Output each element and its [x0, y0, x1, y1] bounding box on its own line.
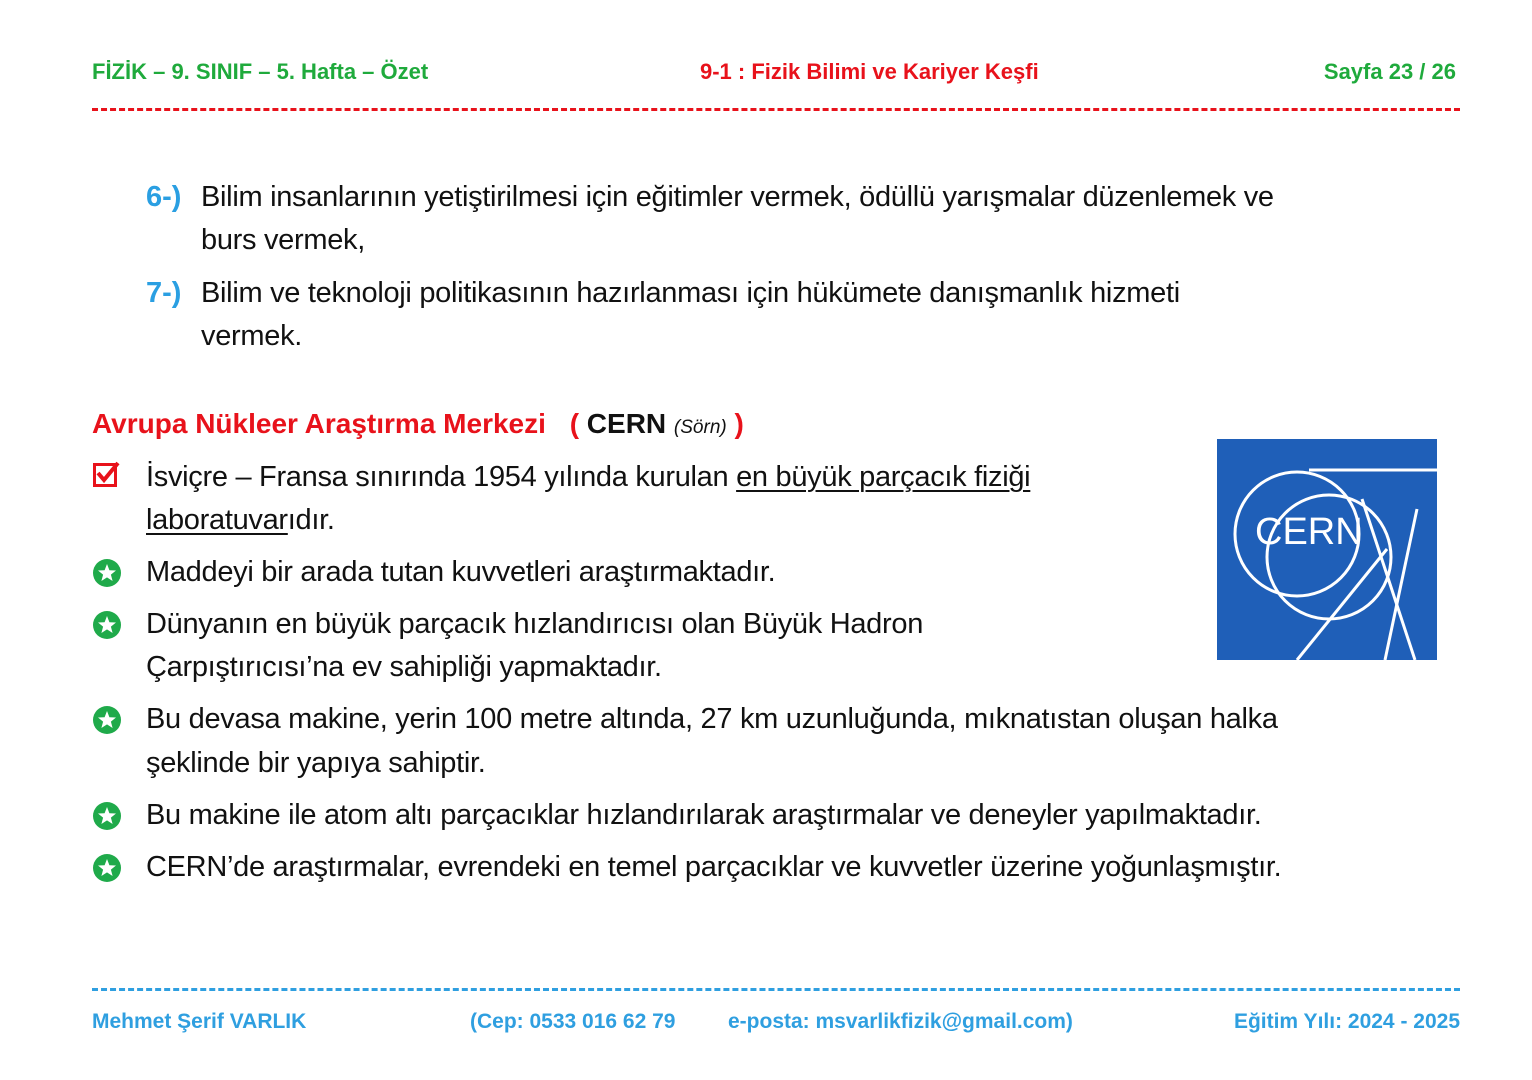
item-text: Bilim ve teknoloji politikasının hazırlanması için hükümete danışmanlık hizmeti [201, 277, 1180, 309]
check-item-line2 [146, 504, 335, 537]
item-text: vermek. [201, 320, 303, 352]
item-number: 7-) [146, 277, 182, 309]
item-text: burs vermek, [201, 224, 365, 256]
section-pronunciation: (Sörn) [673, 417, 727, 438]
header-topic: 9-1 : Fizik Bilimi ve Kariyer Keşfi [700, 59, 1039, 84]
footer-year: Eğitim Yılı: 2024 - 2025 [1233, 1010, 1460, 1033]
header-divider [92, 108, 1460, 111]
header-page-number: Sayfa 23 / 26 [1323, 59, 1456, 84]
paren-open: ( [569, 408, 580, 439]
section-title: Avrupa Nükleer Araştırma Merkezi [92, 408, 546, 439]
bullet-text: CERN’de araştırmalar, evrendeki en temel parçacıklar ve kuvvetler üzerine yoğunlaşmıştır. [146, 851, 1282, 883]
check-item-line1 [146, 461, 1030, 494]
footer-author: Mehmet Şerif VARLIK [92, 1010, 307, 1033]
section-abbr: CERN [586, 408, 667, 439]
star-bullet-icon [93, 559, 121, 587]
star-bullet-icon [93, 854, 121, 882]
underlined-text: en büyük parçacık fiziği [736, 461, 1031, 493]
logo-text: CERN [1255, 511, 1363, 553]
footer-divider [92, 988, 1460, 991]
star-bullet-icon [93, 802, 121, 830]
bullet-text: Maddeyi bir arada tutan kuvvetleri araştırmaktadır. [146, 556, 776, 588]
bullet-text: Çarpıştırıcısı’na ev sahipliği yapmaktadır. [146, 651, 662, 683]
star-bullet-icon [93, 706, 121, 734]
footer-phone: (Cep: 0533 016 62 79 [470, 1010, 676, 1033]
check-item-text: İsviçre – Fransa sınırında 1954 yılında kurulan [146, 461, 737, 493]
section-heading [92, 408, 744, 440]
checkbox-icon [93, 463, 117, 487]
cern-logo [1217, 439, 1437, 660]
footer-email: e-posta: msvarlikfizik@gmail.com) [728, 1010, 1073, 1033]
item-number: 6-) [146, 181, 182, 213]
header-course: FİZİK – 9. SINIF – 5. Hafta – Özet [92, 59, 429, 84]
bullet-text: Dünyanın en büyük parçacık hızlandırıcısı olan Büyük Hadron [146, 608, 924, 640]
underlined-text: laboratuvar [146, 504, 288, 536]
bullet-text: Bu devasa makine, yerin 100 metre altında, 27 km uzunluğunda, mıknatıstan oluşan halka [146, 703, 1278, 735]
star-bullet-icon [93, 611, 121, 639]
paren-close: ) [734, 408, 744, 439]
bullet-text: şeklinde bir yapıya sahiptir. [146, 747, 486, 779]
check-item-text: ıdır. [287, 504, 335, 536]
item-text: Bilim insanlarının yetiştirilmesi için eğitimler vermek, ödüllü yarışmalar düzenlemek ve [201, 181, 1274, 213]
bullet-text: Bu makine ile atom altı parçacıklar hızlandırılarak araştırmalar ve deneyler yapılmaktadır. [146, 799, 1262, 831]
